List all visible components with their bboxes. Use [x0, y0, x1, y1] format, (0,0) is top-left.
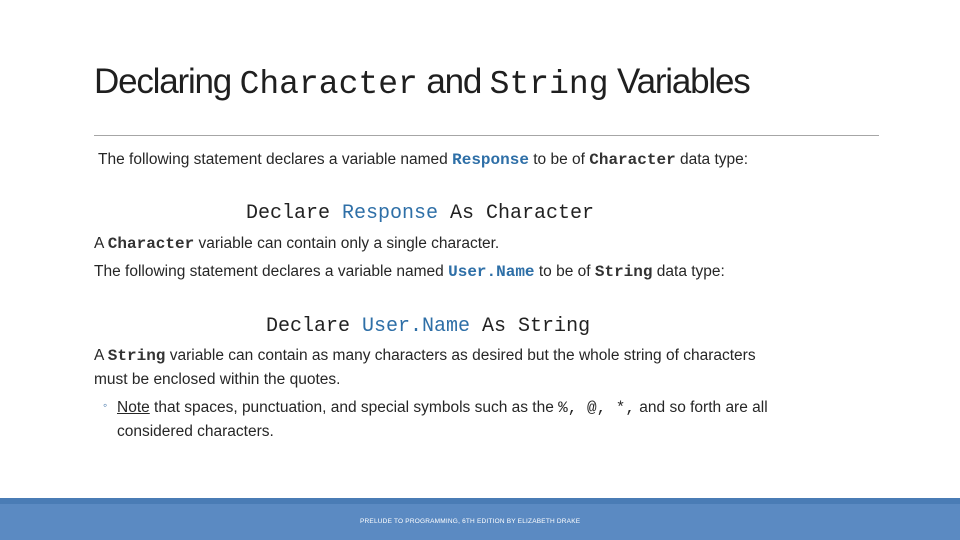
paragraph-character-var: [94, 232, 794, 256]
bullet-text1: that spaces, punctuation, and special symbols such as the: [149, 399, 559, 416]
decl2-keyword: Declare: [266, 315, 363, 338]
code-username: User.Name: [448, 263, 535, 281]
para1-text2: to be of: [528, 151, 590, 168]
paragraph-string-var: [94, 344, 784, 392]
para4-text1: A: [94, 347, 108, 364]
paragraph-username: [94, 260, 794, 284]
decl1-type: As Character: [438, 202, 595, 225]
paragraph-response: [94, 148, 794, 172]
decl1-name: Response: [342, 202, 439, 225]
title-part3: Variables: [608, 62, 750, 101]
title-divider: [94, 135, 879, 136]
para3-text2: to be of: [534, 263, 595, 280]
para1-text1: The following statement declares a variable named: [98, 151, 453, 168]
para4-text2: variable can contain as many characters as desired but the whole string of characters must be enclosed within the quotes.: [94, 347, 756, 388]
code-string-2: String: [107, 347, 166, 365]
decl2-name: User.Name: [362, 315, 471, 338]
para2-text2: variable can contain only a single character.: [194, 235, 500, 252]
decl2-type: As String: [470, 315, 591, 338]
para2-text1: A: [94, 235, 108, 252]
code-character: Character: [589, 151, 676, 169]
para1-text3: data type:: [675, 151, 749, 168]
note-label: Note: [117, 399, 150, 416]
title-part1: Declaring: [94, 62, 240, 101]
bullet-text2: and so forth are all considered characters.: [117, 399, 768, 440]
bullet-marker-icon: ◦: [103, 398, 108, 412]
para3-text1: The following statement declares a variable named: [94, 263, 449, 280]
slide-title: [94, 62, 750, 103]
title-code-character: Character: [239, 66, 418, 103]
code-character-2: Character: [107, 235, 195, 253]
code-response: Response: [452, 151, 529, 169]
code-string: String: [594, 263, 653, 281]
footer-text: PRELUDE TO PROGRAMMING, 6TH EDITION BY ELIZABETH DRAKE: [360, 518, 581, 525]
title-code-string: String: [489, 66, 609, 103]
bullet-note: [117, 396, 777, 444]
special-symbols: %, @, *,: [558, 399, 635, 417]
declaration-username: [266, 315, 590, 338]
title-part2: and: [417, 62, 490, 101]
para3-text3: data type:: [652, 263, 725, 280]
declaration-response: [246, 202, 594, 225]
decl1-keyword: Declare: [246, 202, 343, 225]
